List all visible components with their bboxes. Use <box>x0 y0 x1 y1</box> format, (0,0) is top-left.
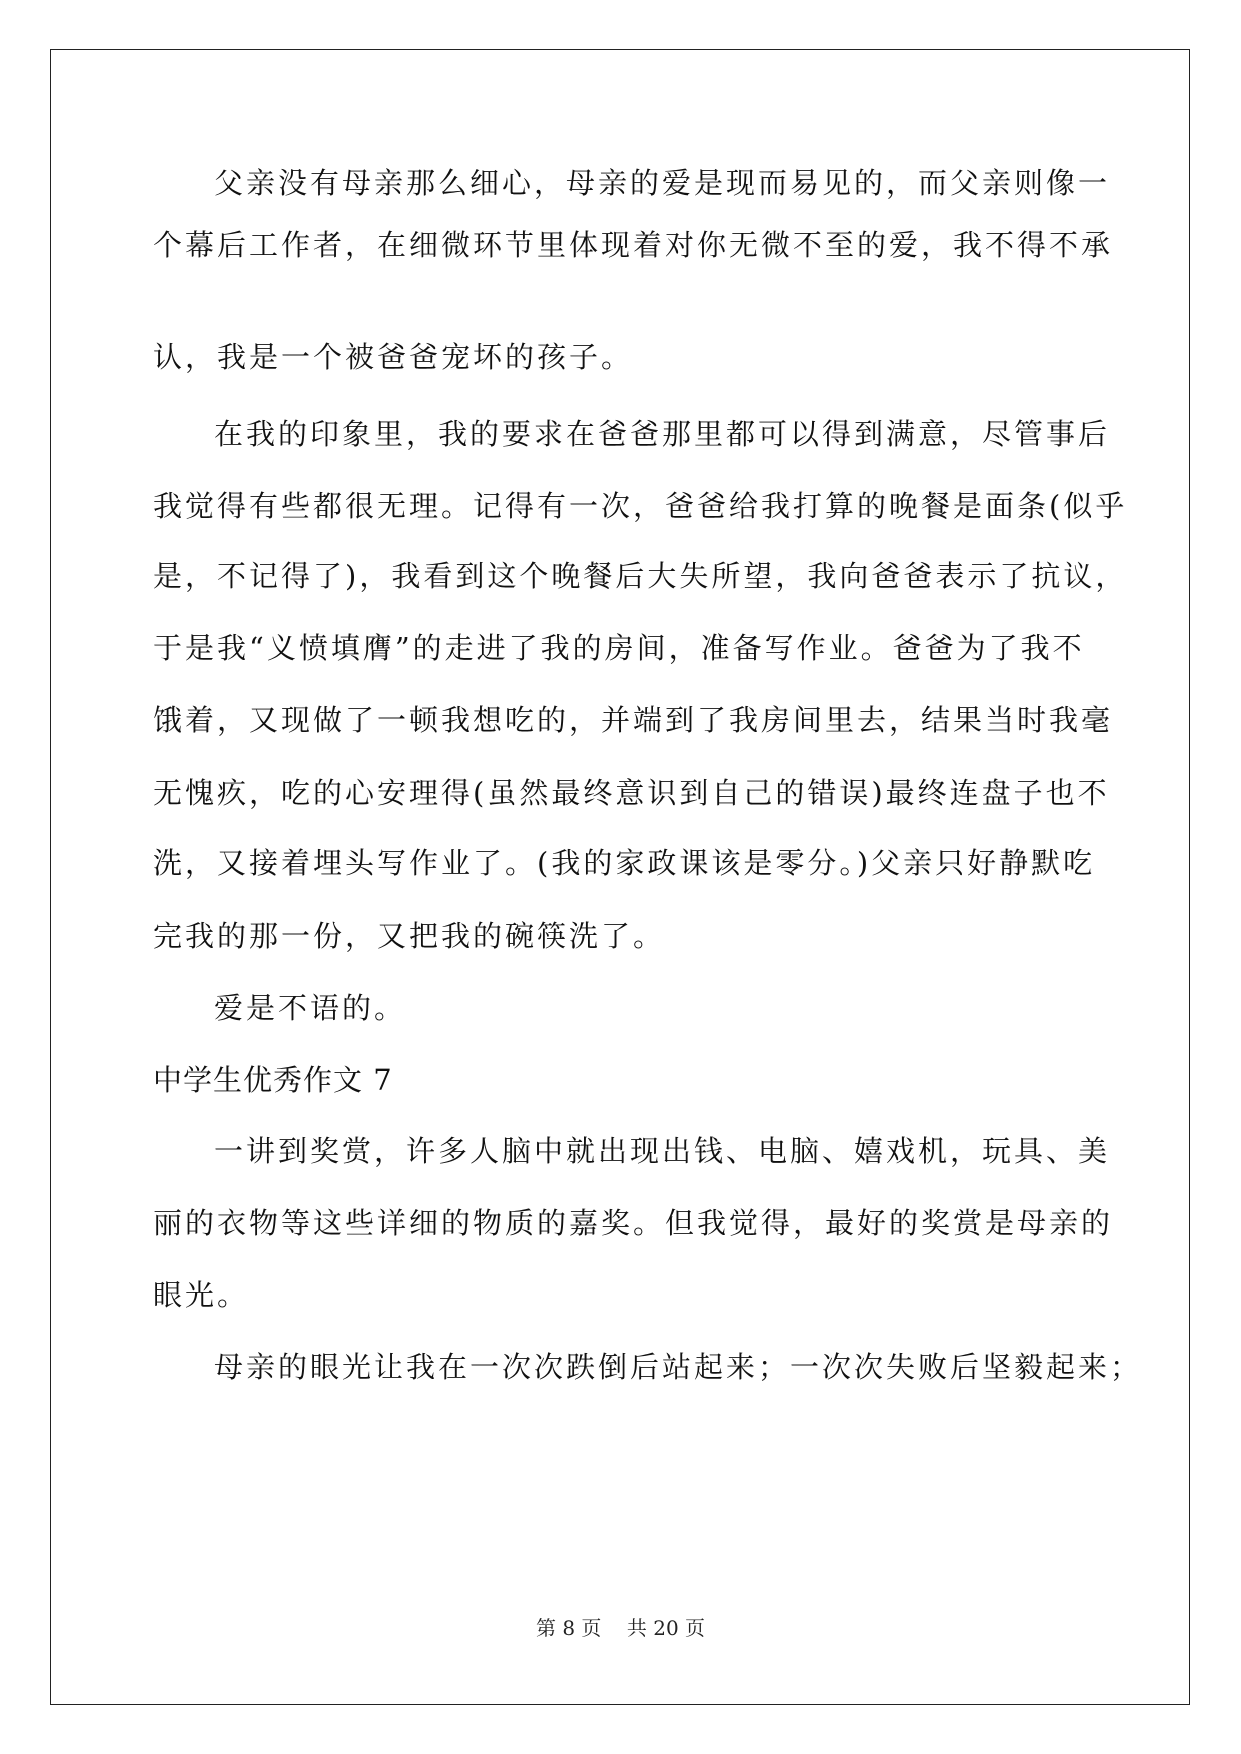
paragraph-line: 眼光。 <box>153 1278 250 1312</box>
paragraph-line: 完我的那一份，又把我的碗筷洗了。 <box>153 919 666 953</box>
paragraph-line: 认，我是一个被爸爸宠坏的孩子。 <box>153 340 634 374</box>
paragraph-line: 丽的衣物等这些详细的物质的嘉奖。但我觉得，最好的奖赏是母亲的 <box>153 1206 1114 1240</box>
page-number: 第 8 页 <box>535 1616 602 1640</box>
paragraph-line: 父亲没有母亲那么细心，母亲的爱是现而易见的，而父亲则像一 <box>214 166 1111 200</box>
footer-gap <box>601 1616 626 1640</box>
paragraph-line: 个幕后工作者，在细微环节里体现着对你无微不至的爱，我不得不承 <box>153 228 1114 262</box>
paragraph-line: 在我的印象里，我的要求在爸爸那里都可以得到满意，尽管事后 <box>214 417 1111 451</box>
paragraph-line: 饿着，又现做了一顿我想吃的，并端到了我房间里去，结果当时我毫 <box>153 703 1114 737</box>
paragraph-line: 于是我“义愤填膺”的走进了我的房间，准备写作业。爸爸为了我不 <box>153 631 1085 665</box>
paragraph-line: 爱是不语的。 <box>214 991 407 1025</box>
paragraph-line: 洗，又接着埋头写作业了。(我的家政课该是零分。)父亲只好静默吃 <box>153 846 1096 880</box>
paragraph-line: 一讲到奖赏，许多人脑中就出现出钱、电脑、嬉戏机，玩具、美 <box>214 1134 1111 1168</box>
paragraph-line: 我觉得有些都很无理。记得有一次，爸爸给我打算的晚餐是面条(似乎 <box>153 489 1128 523</box>
section-heading: 中学生优秀作文 7 <box>153 1063 393 1097</box>
page-total: 共 20 页 <box>626 1616 706 1640</box>
paragraph-line: 母亲的眼光让我在一次次跌倒后站起来；一次次失败后坚毅起来； <box>214 1350 1143 1384</box>
paragraph-line: 无愧疚，吃的心安理得(虽然最终意识到自己的错误)最终连盘子也不 <box>153 776 1110 810</box>
page-footer <box>0 1615 1241 1641</box>
paragraph-line: 是，不记得了)，我看到这个晚餐后大失所望，我向爸爸表示了抗议， <box>153 559 1128 593</box>
